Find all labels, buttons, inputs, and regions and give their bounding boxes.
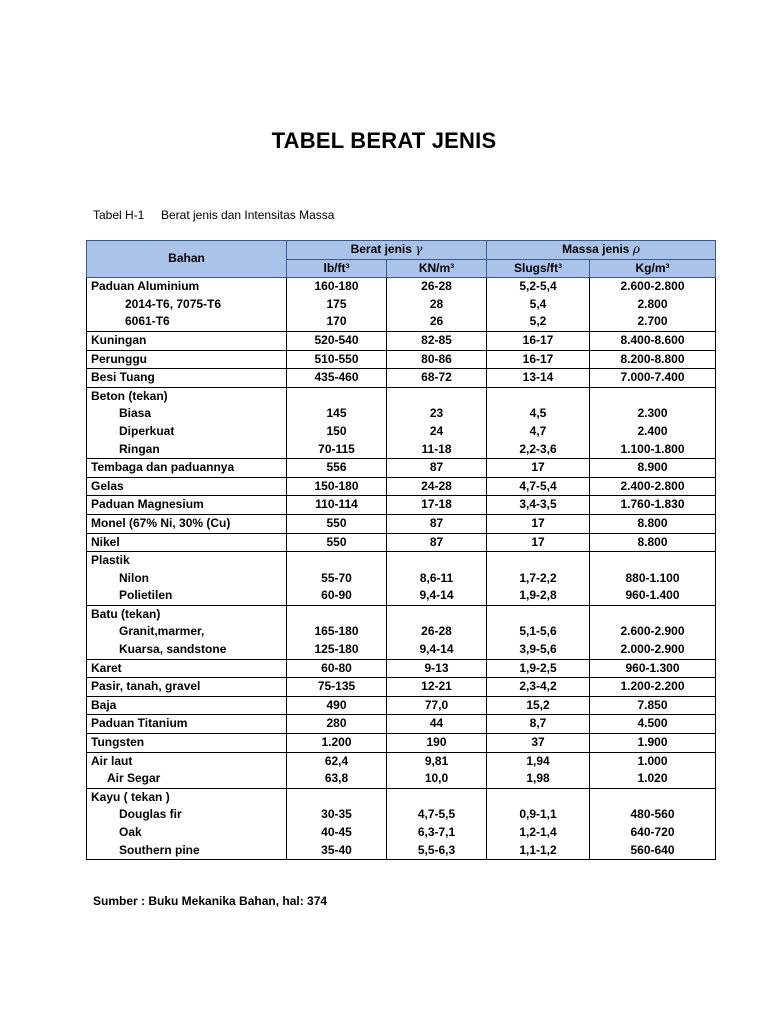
- material-name: Besi Tuang: [87, 369, 287, 388]
- table-row: [87, 350, 716, 369]
- value-kn-m3: [387, 788, 487, 806]
- table-row: [87, 313, 716, 331]
- value-lb-ft3: 60-80: [287, 659, 387, 678]
- value-lb-ft3: 1.200: [287, 734, 387, 753]
- value-kn-m3: 26-28: [387, 278, 487, 296]
- value-slugs-ft3: 1,9-2,8: [487, 587, 590, 605]
- table-row: [87, 405, 716, 423]
- material-name: Diperkuat: [87, 423, 287, 441]
- value-kn-m3: 190: [387, 734, 487, 753]
- material-name: Monel (67% Ni, 30% (Cu): [87, 514, 287, 533]
- material-name: Tungsten: [87, 734, 287, 753]
- value-kn-m3: 24: [387, 423, 487, 441]
- value-kg-m3: 1.100-1.800: [590, 441, 716, 459]
- value-kg-m3: 480-560: [590, 806, 716, 824]
- material-name: Air laut: [87, 752, 287, 770]
- header-massa-jenis-label: Massa jenis: [562, 242, 630, 256]
- material-name: Perunggu: [87, 350, 287, 369]
- table-row: [87, 496, 716, 515]
- value-kn-m3: 87: [387, 533, 487, 552]
- header-massa-jenis: [487, 241, 716, 260]
- material-name: Ringan: [87, 441, 287, 459]
- table-row: [87, 331, 716, 350]
- value-kn-m3: 26: [387, 313, 487, 331]
- value-slugs-ft3: 8,7: [487, 715, 590, 734]
- value-slugs-ft3: 17: [487, 459, 590, 478]
- value-lb-ft3: 170: [287, 313, 387, 331]
- table-row: [87, 770, 716, 788]
- material-name: Tembaga dan paduannya: [87, 459, 287, 478]
- value-kg-m3: [590, 387, 716, 405]
- value-lb-ft3: 125-180: [287, 641, 387, 659]
- material-name: Baja: [87, 696, 287, 715]
- value-lb-ft3: 165-180: [287, 623, 387, 641]
- value-lb-ft3: 160-180: [287, 278, 387, 296]
- value-kg-m3: 640-720: [590, 824, 716, 842]
- source-note: Sumber : Buku Mekanika Bahan, hal: 374: [93, 894, 328, 908]
- value-kn-m3: 77,0: [387, 696, 487, 715]
- header-unit-kn-m3: KN/m³: [387, 259, 487, 278]
- value-lb-ft3: 145: [287, 405, 387, 423]
- table-row: [87, 570, 716, 588]
- table-body: [87, 278, 716, 860]
- value-kn-m3: [387, 552, 487, 570]
- value-slugs-ft3: 4,5: [487, 405, 590, 423]
- value-lb-ft3: 63,8: [287, 770, 387, 788]
- material-name: Nikel: [87, 533, 287, 552]
- value-slugs-ft3: 5,2-5,4: [487, 278, 590, 296]
- value-kn-m3: 26-28: [387, 623, 487, 641]
- value-slugs-ft3: 4,7-5,4: [487, 477, 590, 496]
- rho-symbol: ρ: [632, 242, 640, 256]
- value-kn-m3: 44: [387, 715, 487, 734]
- value-kg-m3: 960-1.300: [590, 659, 716, 678]
- table-row: [87, 659, 716, 678]
- value-slugs-ft3: 1,7-2,2: [487, 570, 590, 588]
- value-kg-m3: 2.400: [590, 423, 716, 441]
- value-slugs-ft3: 1,94: [487, 752, 590, 770]
- value-kg-m3: 8.900: [590, 459, 716, 478]
- value-lb-ft3: 510-550: [287, 350, 387, 369]
- value-kn-m3: [387, 605, 487, 623]
- value-slugs-ft3: 16-17: [487, 331, 590, 350]
- table-row: [87, 623, 716, 641]
- value-kg-m3: 1.760-1.830: [590, 496, 716, 515]
- table-row: [87, 552, 716, 570]
- value-slugs-ft3: [487, 788, 590, 806]
- material-name: Gelas: [87, 477, 287, 496]
- value-lb-ft3: 550: [287, 514, 387, 533]
- value-kn-m3: 9,4-14: [387, 587, 487, 605]
- value-lb-ft3: 62,4: [287, 752, 387, 770]
- table-row: [87, 806, 716, 824]
- value-kn-m3: 11-18: [387, 441, 487, 459]
- value-slugs-ft3: 16-17: [487, 350, 590, 369]
- material-name: Paduan Magnesium: [87, 496, 287, 515]
- value-lb-ft3: [287, 387, 387, 405]
- value-lb-ft3: [287, 605, 387, 623]
- value-slugs-ft3: 4,7: [487, 423, 590, 441]
- value-kg-m3: 7.850: [590, 696, 716, 715]
- page-title: TABEL BERAT JENIS: [271, 128, 497, 153]
- value-slugs-ft3: 5,1-5,6: [487, 623, 590, 641]
- header-bahan: Bahan: [87, 241, 287, 278]
- material-name: Polietilen: [87, 587, 287, 605]
- value-kn-m3: 12-21: [387, 678, 487, 697]
- value-slugs-ft3: 1,9-2,5: [487, 659, 590, 678]
- value-slugs-ft3: 0,9-1,1: [487, 806, 590, 824]
- material-name: Douglas fir: [87, 806, 287, 824]
- value-slugs-ft3: 17: [487, 533, 590, 552]
- value-kn-m3: 9,4-14: [387, 641, 487, 659]
- table-row: [87, 533, 716, 552]
- value-kn-m3: 8,6-11: [387, 570, 487, 588]
- value-slugs-ft3: 3,4-3,5: [487, 496, 590, 515]
- value-kg-m3: 880-1.100: [590, 570, 716, 588]
- value-kg-m3: 2.400-2.800: [590, 477, 716, 496]
- material-name: Granit,marmer,: [87, 623, 287, 641]
- value-kg-m3: 1.900: [590, 734, 716, 753]
- value-kn-m3: 9,81: [387, 752, 487, 770]
- value-slugs-ft3: 3,9-5,6: [487, 641, 590, 659]
- value-kn-m3: 28: [387, 296, 487, 314]
- value-lb-ft3: 550: [287, 533, 387, 552]
- value-lb-ft3: 70-115: [287, 441, 387, 459]
- value-kg-m3: 2.800: [590, 296, 716, 314]
- value-slugs-ft3: 1,1-1,2: [487, 842, 590, 860]
- table-row: [87, 605, 716, 623]
- table-row: [87, 514, 716, 533]
- material-name: Air Segar: [87, 770, 287, 788]
- table-row: [87, 477, 716, 496]
- value-kg-m3: [590, 605, 716, 623]
- value-lb-ft3: 55-70: [287, 570, 387, 588]
- value-slugs-ft3: 5,4: [487, 296, 590, 314]
- value-kn-m3: 4,7-5,5: [387, 806, 487, 824]
- gamma-symbol: γ: [415, 242, 423, 256]
- value-kn-m3: 82-85: [387, 331, 487, 350]
- material-name: Beton (tekan): [87, 387, 287, 405]
- value-lb-ft3: 435-460: [287, 369, 387, 388]
- table-row: [87, 696, 716, 715]
- table-row: [87, 842, 716, 860]
- table-row: [87, 369, 716, 388]
- table-row: [87, 459, 716, 478]
- header-unit-lb-ft3: lb/ft³: [287, 259, 387, 278]
- header-berat-jenis: [287, 241, 487, 260]
- value-kg-m3: 560-640: [590, 842, 716, 860]
- value-kn-m3: 68-72: [387, 369, 487, 388]
- table-caption-id: Tabel H-1: [93, 208, 145, 222]
- table-row: [87, 441, 716, 459]
- value-lb-ft3: 175: [287, 296, 387, 314]
- table-row: [87, 387, 716, 405]
- value-slugs-ft3: 1,2-1,4: [487, 824, 590, 842]
- value-kg-m3: 1.020: [590, 770, 716, 788]
- material-name: Batu (tekan): [87, 605, 287, 623]
- material-name: Paduan Titanium: [87, 715, 287, 734]
- value-kn-m3: 10,0: [387, 770, 487, 788]
- material-name: Karet: [87, 659, 287, 678]
- value-kn-m3: 9-13: [387, 659, 487, 678]
- material-name: Nilon: [87, 570, 287, 588]
- value-kn-m3: 87: [387, 514, 487, 533]
- value-lb-ft3: 150-180: [287, 477, 387, 496]
- value-lb-ft3: 75-135: [287, 678, 387, 697]
- header-berat-jenis-label: Berat jenis: [350, 242, 412, 256]
- table-row: [87, 734, 716, 753]
- value-lb-ft3: 556: [287, 459, 387, 478]
- value-kn-m3: 6,3-7,1: [387, 824, 487, 842]
- value-slugs-ft3: 1,98: [487, 770, 590, 788]
- header-unit-kg-m3: Kg/m³: [590, 259, 716, 278]
- value-kg-m3: [590, 552, 716, 570]
- value-slugs-ft3: 15,2: [487, 696, 590, 715]
- value-kn-m3: 5,5-6,3: [387, 842, 487, 860]
- table-row: [87, 678, 716, 697]
- value-lb-ft3: 35-40: [287, 842, 387, 860]
- material-name: Pasir, tanah, gravel: [87, 678, 287, 697]
- value-kn-m3: 87: [387, 459, 487, 478]
- value-kg-m3: 2.600-2.900: [590, 623, 716, 641]
- table-caption: [93, 208, 334, 222]
- value-slugs-ft3: 17: [487, 514, 590, 533]
- material-name: Kuarsa, sandstone: [87, 641, 287, 659]
- value-kn-m3: 23: [387, 405, 487, 423]
- value-lb-ft3: [287, 552, 387, 570]
- value-lb-ft3: 150: [287, 423, 387, 441]
- material-name: Paduan Aluminium: [87, 278, 287, 296]
- table-row: [87, 587, 716, 605]
- material-name: Southern pine: [87, 842, 287, 860]
- value-lb-ft3: 490: [287, 696, 387, 715]
- value-kn-m3: 17-18: [387, 496, 487, 515]
- table-row: [87, 641, 716, 659]
- table-row: [87, 715, 716, 734]
- material-name: 2014-T6, 7075-T6: [87, 296, 287, 314]
- material-name: Biasa: [87, 405, 287, 423]
- table-caption-text: Berat jenis dan Intensitas Massa: [161, 208, 335, 222]
- value-kn-m3: [387, 387, 487, 405]
- value-kn-m3: 24-28: [387, 477, 487, 496]
- table-row: [87, 423, 716, 441]
- value-slugs-ft3: 2,2-3,6: [487, 441, 590, 459]
- value-lb-ft3: 520-540: [287, 331, 387, 350]
- value-lb-ft3: 40-45: [287, 824, 387, 842]
- value-lb-ft3: 60-90: [287, 587, 387, 605]
- value-slugs-ft3: [487, 387, 590, 405]
- value-slugs-ft3: 5,2: [487, 313, 590, 331]
- material-name: Kuningan: [87, 331, 287, 350]
- value-kg-m3: 1.200-2.200: [590, 678, 716, 697]
- table-row: [87, 824, 716, 842]
- value-kg-m3: 2.600-2.800: [590, 278, 716, 296]
- value-kg-m3: 960-1.400: [590, 587, 716, 605]
- value-lb-ft3: [287, 788, 387, 806]
- table-row: [87, 752, 716, 770]
- value-slugs-ft3: [487, 552, 590, 570]
- table-row: [87, 278, 716, 296]
- value-kg-m3: 2.300: [590, 405, 716, 423]
- value-kg-m3: 1.000: [590, 752, 716, 770]
- value-lb-ft3: 30-35: [287, 806, 387, 824]
- table-row: [87, 296, 716, 314]
- value-kg-m3: 8.800: [590, 533, 716, 552]
- material-name: 6061-T6: [87, 313, 287, 331]
- value-slugs-ft3: 13-14: [487, 369, 590, 388]
- material-name: Kayu ( tekan ): [87, 788, 287, 806]
- material-name: Oak: [87, 824, 287, 842]
- value-slugs-ft3: [487, 605, 590, 623]
- value-kg-m3: 2.700: [590, 313, 716, 331]
- table-row: [87, 788, 716, 806]
- value-lb-ft3: 280: [287, 715, 387, 734]
- value-kg-m3: 8.800: [590, 514, 716, 533]
- value-kg-m3: 8.200-8.800: [590, 350, 716, 369]
- value-kg-m3: 2.000-2.900: [590, 641, 716, 659]
- value-lb-ft3: 110-114: [287, 496, 387, 515]
- header-unit-slugs-ft3: Slugs/ft³: [487, 259, 590, 278]
- density-table: [86, 240, 716, 860]
- value-slugs-ft3: 2,3-4,2: [487, 678, 590, 697]
- value-slugs-ft3: 37: [487, 734, 590, 753]
- value-kg-m3: 7.000-7.400: [590, 369, 716, 388]
- material-name: Plastik: [87, 552, 287, 570]
- value-kg-m3: 8.400-8.600: [590, 331, 716, 350]
- value-kn-m3: 80-86: [387, 350, 487, 369]
- value-kg-m3: 4.500: [590, 715, 716, 734]
- value-kg-m3: [590, 788, 716, 806]
